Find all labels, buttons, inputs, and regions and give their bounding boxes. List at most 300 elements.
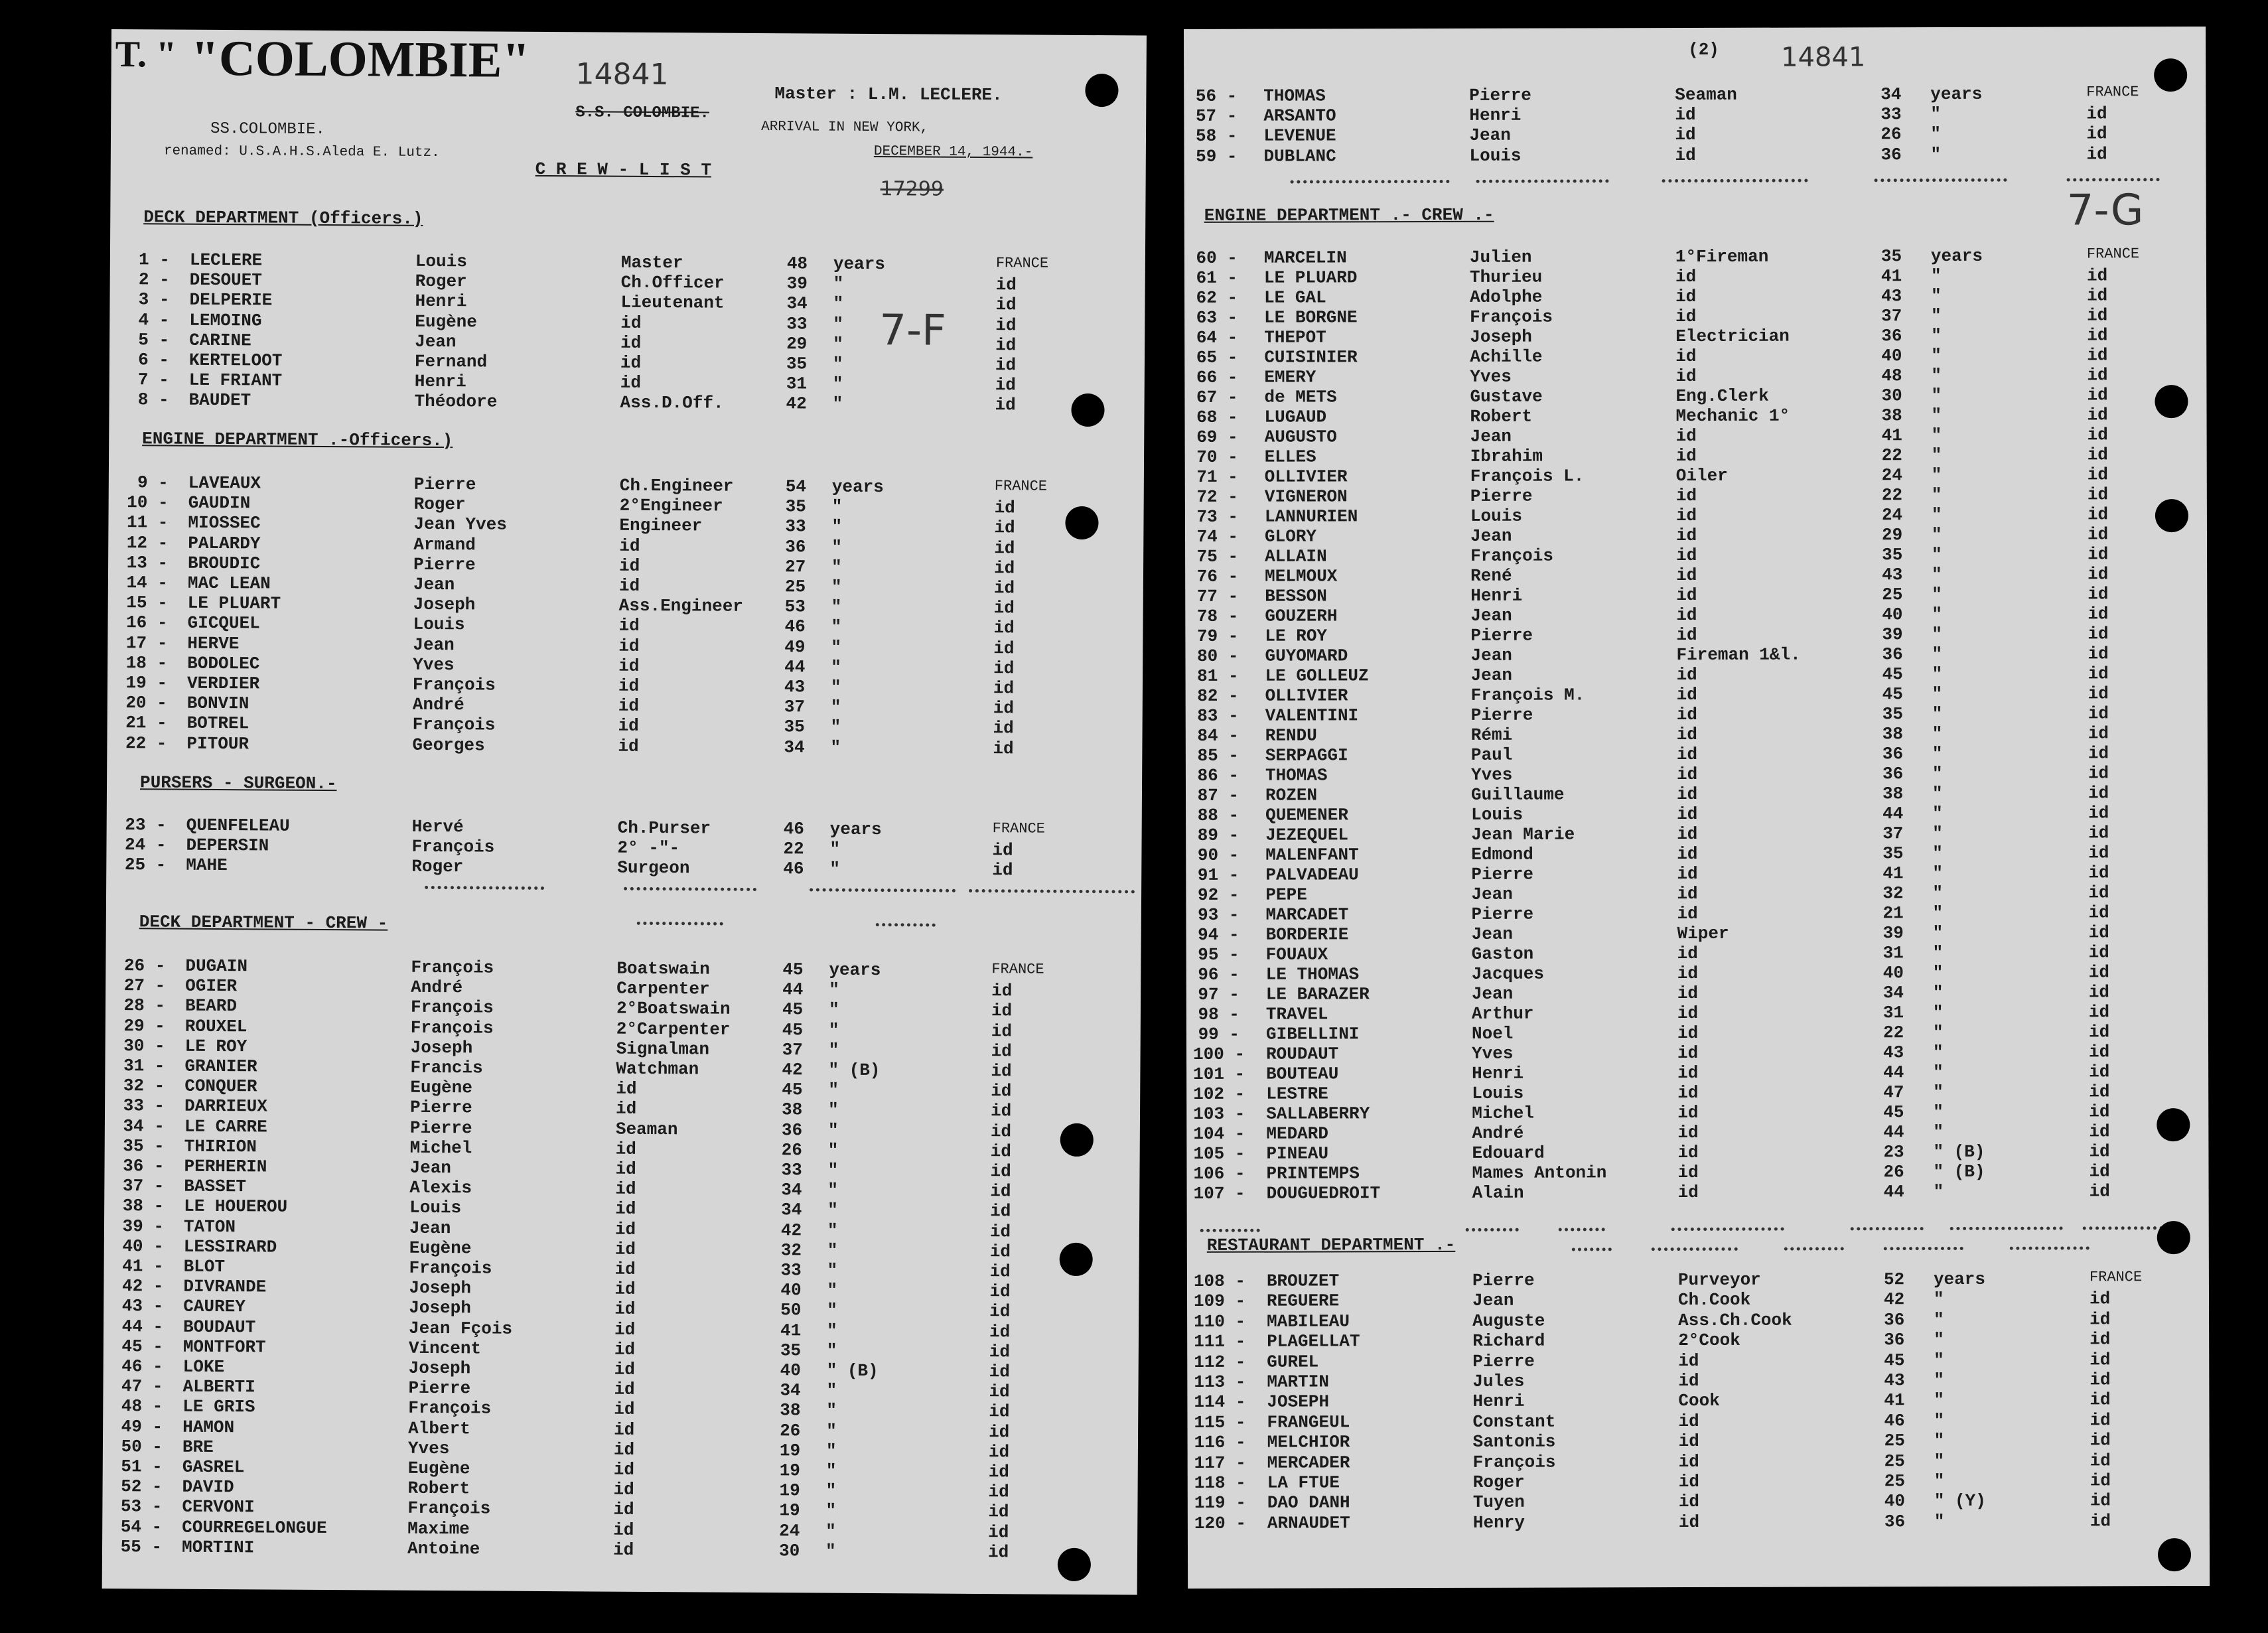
nationality: id: [2089, 1121, 2110, 1142]
punch-hole: [2158, 1538, 2191, 1571]
rank: id: [1677, 1122, 1699, 1143]
crew-list-page-2: [1184, 27, 2210, 1589]
age-unit: ": [1934, 1431, 1945, 1451]
arrival-line-1: ARRIVAL IN NEW YORK,: [761, 119, 929, 136]
crew-number: 109 -: [1193, 1291, 1246, 1312]
age-unit: ": [1934, 1511, 1945, 1531]
nationality: id: [992, 860, 1013, 881]
first-name: Joseph: [413, 594, 476, 615]
rank: Engineer: [619, 516, 703, 536]
first-name: Rémi: [1470, 725, 1513, 745]
nationality: id: [2088, 1002, 2110, 1023]
age: 40: [780, 1280, 802, 1301]
surname: BORDERIE: [1265, 924, 1349, 945]
first-name: Henry: [1472, 1512, 1525, 1533]
age-unit: ": [1933, 1102, 1944, 1123]
age: 34: [1880, 84, 1902, 105]
crew-number: 42 -: [121, 1276, 164, 1297]
nationality: id: [2089, 1082, 2110, 1102]
rank: id: [1677, 943, 1698, 964]
surname: MEDARD: [1266, 1123, 1329, 1144]
separator: [1572, 1247, 1612, 1251]
surname: LE FRIANT: [188, 370, 283, 391]
crew-number: 47 -: [121, 1376, 163, 1397]
age: 34: [1882, 983, 1904, 1003]
crew-number: 46 -: [121, 1356, 163, 1377]
surname: BOUDAUT: [182, 1316, 256, 1337]
age-unit: ": [827, 1220, 838, 1241]
age-unit: ": [833, 314, 844, 334]
crew-number: 112 -: [1194, 1352, 1246, 1372]
surname: MALENFANT: [1265, 845, 1359, 865]
rank: id: [1675, 306, 1697, 327]
crew-number: 1 -: [138, 249, 170, 270]
first-name: Yves: [407, 1438, 450, 1458]
age: 44: [1882, 804, 1904, 824]
rank: id: [612, 1539, 634, 1560]
nationality: id: [990, 1181, 1011, 1202]
rank: 2°Boatswain: [616, 999, 731, 1020]
nationality: id: [2087, 425, 2108, 445]
age: 35: [786, 354, 808, 374]
surname: DOUGUEDROIT: [1266, 1183, 1381, 1204]
nationality: id: [2090, 1450, 2111, 1471]
surname: CONQUER: [184, 1076, 257, 1097]
surname: LE GRIS: [182, 1397, 255, 1417]
crew-number: 27 -: [123, 975, 166, 996]
crew-number: 66 -: [1196, 367, 1238, 388]
age: 34: [780, 1380, 801, 1401]
age: 43: [784, 677, 806, 697]
age-unit: ": [829, 979, 839, 1000]
age-unit: ": [1934, 1451, 1945, 1471]
surname: PLAGELLAT: [1267, 1331, 1360, 1352]
age: 24: [1881, 505, 1903, 526]
surname: LOKE: [182, 1356, 225, 1378]
nationality: id: [2090, 1309, 2111, 1330]
surname: GOUZERH: [1265, 606, 1338, 626]
rank: id: [614, 1259, 636, 1279]
crew-number: 4 -: [138, 309, 170, 330]
rank: id: [618, 555, 640, 576]
nationality: id: [989, 1362, 1010, 1382]
age-unit: " (Y): [1934, 1491, 1986, 1512]
separator: [1884, 1247, 1963, 1250]
rank: Purveyor: [1677, 1269, 1761, 1291]
rank: id: [1675, 425, 1697, 447]
age: 29: [786, 334, 808, 354]
surname: THEPOT: [1264, 327, 1326, 348]
age: 43: [1884, 1370, 1905, 1391]
surname: ALLAIN: [1265, 546, 1327, 567]
first-name: Jean: [1472, 1291, 1514, 1311]
age: 31: [786, 374, 808, 394]
first-name: Armand: [413, 534, 476, 555]
nationality: id: [2090, 1410, 2111, 1431]
age-unit: ": [1931, 405, 1942, 426]
first-name: Georges: [412, 735, 485, 756]
surname: DUBLANC: [1263, 145, 1336, 167]
age-unit: years: [833, 253, 885, 275]
rank: id: [1676, 585, 1697, 606]
first-name: Jean: [1471, 884, 1513, 904]
nationality: id: [2088, 683, 2109, 704]
surname: LE ROY: [1265, 626, 1328, 646]
age: 35: [1880, 246, 1902, 267]
nationality: FRANCE: [994, 478, 1048, 495]
nationality: id: [2086, 265, 2108, 286]
age: 45: [1883, 1102, 1904, 1123]
age-unit: years: [829, 819, 882, 840]
first-name: Pierre: [1470, 486, 1533, 506]
surname: COURREGELONGUE: [182, 1517, 327, 1538]
age-unit: ": [1931, 505, 1942, 526]
rank: Signalman: [616, 1038, 710, 1060]
nationality: id: [991, 981, 1013, 1001]
first-name: Jean: [409, 1157, 452, 1178]
rank: id: [1676, 565, 1697, 586]
nationality: id: [994, 498, 1015, 518]
first-name: Hervé: [411, 816, 464, 837]
first-name: Robert: [407, 1478, 470, 1499]
crew-number: 106 -: [1193, 1163, 1245, 1184]
first-name: François: [411, 957, 494, 978]
age-unit: ": [1931, 346, 1942, 366]
age-unit: ": [1933, 1289, 1944, 1310]
rank: id: [1678, 1370, 1699, 1391]
separator: [1559, 1228, 1605, 1231]
nationality: id: [989, 1341, 1011, 1362]
first-name: Jean Fçois: [408, 1318, 513, 1339]
surname: BOTREL: [186, 713, 249, 734]
rank: id: [619, 535, 640, 556]
rank: id: [1676, 664, 1697, 685]
nationality: id: [991, 1061, 1012, 1082]
first-name: André: [412, 694, 464, 715]
surname: DARRIEUX: [184, 1096, 268, 1117]
nationality: id: [988, 1441, 1010, 1462]
crew-number: 18 -: [125, 652, 168, 674]
first-name: François: [407, 1498, 491, 1519]
age-unit: ": [1932, 983, 1944, 1003]
crew-number: 20 -: [125, 693, 167, 713]
age-unit: ": [833, 273, 844, 294]
age: 42: [786, 393, 807, 414]
age-unit: ": [1932, 724, 1943, 745]
first-name: François: [411, 836, 495, 857]
age: 26: [1880, 124, 1902, 145]
rank: id: [1675, 286, 1697, 307]
crew-number: 101 -: [1193, 1064, 1245, 1084]
rank: Eng.Clerk: [1675, 386, 1769, 407]
crew-number: 60 -: [1196, 248, 1238, 268]
surname: JEZEQUEL: [1265, 825, 1349, 845]
age-unit: ": [1932, 883, 1944, 904]
age-unit: ": [826, 1320, 837, 1341]
first-name: Joseph: [410, 1037, 473, 1058]
rank: id: [1677, 983, 1699, 1004]
surname: LAVEAUX: [188, 472, 261, 494]
file-number: 14841: [1781, 42, 1866, 73]
nationality: FRANCE: [2086, 84, 2139, 101]
crew-number: 61 -: [1196, 267, 1238, 288]
surname: QUENFELEAU: [186, 815, 290, 836]
age: 24: [779, 1520, 800, 1541]
corner-mark: T. ": [115, 34, 177, 76]
rank: id: [1678, 1471, 1699, 1492]
crew-number: 81 -: [1197, 666, 1239, 686]
age-unit: ": [1932, 804, 1943, 824]
age: 43: [1881, 286, 1902, 307]
first-name: Constant: [1472, 1411, 1556, 1432]
nationality: id: [2088, 544, 2109, 565]
crew-number: 53 -: [120, 1496, 163, 1517]
first-name: Roger: [411, 857, 464, 877]
rank: 2°Carpenter: [616, 1019, 731, 1040]
crew-number: 105 -: [1193, 1143, 1245, 1164]
surname: LE PLUARD: [1263, 267, 1358, 288]
nationality: id: [2088, 922, 2109, 943]
crew-number: 69 -: [1196, 427, 1238, 447]
age: 46: [1884, 1410, 1905, 1431]
punch-hole: [2155, 499, 2188, 532]
surname: PERHERIN: [184, 1156, 267, 1177]
age-unit: ": [827, 1200, 838, 1221]
crew-number: 67 -: [1196, 387, 1238, 407]
rank: id: [613, 1520, 634, 1540]
age: 35: [780, 1340, 802, 1361]
first-name: Roger: [413, 494, 466, 515]
surname: BODOLEC: [187, 653, 260, 674]
crew-number: 120 -: [1194, 1513, 1246, 1533]
surname: REGUERE: [1266, 1291, 1340, 1312]
rank: id: [616, 1078, 637, 1100]
rank: Master: [620, 252, 683, 273]
separator: [810, 888, 956, 892]
age-unit: ": [825, 1441, 837, 1461]
nationality: id: [2088, 902, 2109, 923]
age-unit: ": [1931, 366, 1942, 386]
nationality: id: [989, 1321, 1011, 1342]
first-name: Roger: [1472, 1472, 1525, 1492]
surname: LE GAL: [1264, 287, 1326, 308]
handwritten-code: 7-G: [2066, 186, 2144, 236]
nationality: id: [995, 334, 1017, 356]
age-unit: ": [1932, 963, 1944, 983]
surname: MARCELIN: [1263, 248, 1347, 268]
nationality: id: [2089, 1141, 2110, 1162]
age: 33: [780, 1260, 802, 1281]
rank: id: [1677, 1182, 1699, 1203]
first-name: Gaston: [1471, 944, 1534, 964]
rank: Ch.Engineer: [619, 475, 734, 496]
first-name: Louis: [1472, 1083, 1524, 1103]
nationality: id: [995, 275, 1017, 295]
age: 35: [784, 717, 805, 737]
rank: id: [1678, 1350, 1699, 1371]
surname: THIRION: [184, 1136, 257, 1157]
crew-number: 116 -: [1194, 1432, 1246, 1453]
nationality: id: [2090, 1349, 2111, 1370]
crew-number: 26 -: [123, 956, 166, 976]
age-unit: ": [1934, 1390, 1945, 1411]
surname: GLORY: [1264, 526, 1317, 547]
age-unit: ": [1932, 764, 1943, 784]
age-unit: ": [1933, 1062, 1944, 1083]
nationality: id: [990, 1101, 1012, 1121]
first-name: Jean: [409, 1218, 451, 1238]
age: 47: [1883, 1082, 1904, 1103]
age: 43: [1882, 565, 1903, 585]
surname: LUGAUD: [1264, 407, 1327, 427]
first-name: Eugène: [407, 1458, 470, 1479]
first-name: Julien: [1469, 247, 1532, 267]
surname: LEMOING: [189, 310, 262, 330]
rank: id: [1677, 1023, 1699, 1044]
crew-number: 24 -: [124, 835, 167, 855]
age-unit: ": [1934, 1410, 1945, 1431]
crew-number: 34 -: [123, 1115, 165, 1137]
first-name: André: [1472, 1123, 1524, 1143]
nationality: id: [989, 1382, 1010, 1402]
crew-number: 54 -: [120, 1516, 163, 1537]
surname: VALENTINI: [1265, 705, 1359, 726]
crew-number: 52 -: [121, 1476, 163, 1497]
rank: id: [1676, 624, 1697, 646]
crew-number: 64 -: [1196, 327, 1238, 348]
nationality: id: [2089, 1101, 2110, 1122]
age: 26: [781, 1139, 803, 1161]
rank: Ch.Cook: [1677, 1290, 1751, 1311]
rank: 2° -"-: [617, 837, 680, 859]
surname: HAMON: [182, 1417, 235, 1437]
first-name: Robert: [1470, 406, 1533, 427]
nationality: id: [2086, 104, 2107, 124]
crew-list-title: C R E W - L I S T: [535, 159, 712, 180]
nationality: id: [2088, 703, 2109, 724]
nationality: id: [991, 1021, 1013, 1041]
first-name: Edmond: [1471, 844, 1533, 865]
age: 38: [780, 1400, 801, 1421]
age-unit: " (B): [1933, 1141, 1985, 1163]
surname: RENDU: [1265, 725, 1317, 746]
surname: PITOUR: [186, 733, 249, 754]
punch-hole: [2154, 58, 2187, 92]
rank: Ch.Purser: [617, 817, 711, 839]
crew-number: 114 -: [1194, 1392, 1246, 1413]
first-name: François L.: [1470, 466, 1585, 486]
rank: id: [1676, 784, 1698, 805]
first-name: Santonis: [1472, 1431, 1556, 1453]
crew-number: 33 -: [123, 1096, 165, 1116]
age: 42: [782, 1060, 803, 1080]
first-name: Louis: [409, 1198, 462, 1218]
punch-hole: [1085, 74, 1118, 107]
age-unit: ": [1931, 425, 1942, 446]
age: 44: [1883, 1062, 1904, 1083]
surname: ROZEN: [1265, 785, 1318, 806]
crew-number: 80 -: [1197, 646, 1239, 666]
surname: MARTIN: [1267, 1372, 1330, 1392]
age: 38: [781, 1100, 803, 1120]
age-unit: ": [831, 496, 843, 517]
rank: id: [620, 372, 642, 393]
age: 36: [1884, 1511, 1906, 1532]
first-name: Pierre: [1472, 1270, 1535, 1291]
age: 36: [1882, 744, 1904, 764]
rank: id: [1677, 1102, 1699, 1123]
crew-number: 5 -: [138, 330, 170, 350]
surname: OLLIVIER: [1265, 685, 1348, 706]
crew-number: 25 -: [124, 855, 167, 875]
age-unit: ": [1932, 664, 1943, 685]
nationality: FRANCE: [992, 820, 1045, 837]
age: 41: [1884, 1390, 1905, 1411]
crew-number: 43 -: [121, 1296, 164, 1316]
crew-number: 82 -: [1197, 685, 1239, 706]
rank: Mechanic 1°: [1675, 405, 1790, 427]
rank: Boatswain: [616, 958, 710, 979]
surname: ARNAUDET: [1267, 1513, 1350, 1533]
age-unit: ": [828, 1040, 839, 1060]
surname: PALARDY: [188, 533, 261, 553]
age-unit: ": [1932, 684, 1943, 705]
age: 26: [1883, 1162, 1904, 1182]
surname: LE GOLLEUZ: [1265, 666, 1369, 686]
rank: id: [1676, 545, 1697, 566]
rank: id: [1677, 804, 1698, 825]
crew-number: 2 -: [138, 269, 170, 290]
first-name: François: [408, 1398, 492, 1419]
surname: PINEAU: [1266, 1143, 1329, 1164]
nationality: id: [990, 1201, 1011, 1222]
rank: id: [1676, 604, 1697, 626]
stamp-number: 17299: [880, 177, 944, 201]
punch-hole: [1071, 393, 1104, 427]
nationality: id: [994, 537, 1015, 558]
rank: id: [613, 1500, 634, 1520]
nationality: id: [2087, 345, 2108, 366]
nationality: id: [993, 718, 1014, 739]
surname: GUYOMARD: [1265, 646, 1348, 666]
crew-number: 14 -: [126, 573, 168, 593]
nationality: id: [990, 1161, 1011, 1182]
rank: id: [1677, 1062, 1699, 1084]
surname: DAO DANH: [1267, 1492, 1350, 1514]
surname: GIBELLINI: [1265, 1024, 1360, 1044]
age-unit: ": [1932, 604, 1942, 625]
nationality: id: [993, 638, 1015, 658]
surname: FOUAUX: [1265, 944, 1328, 965]
age: 52: [1883, 1269, 1905, 1290]
age: 36: [1882, 644, 1903, 665]
handwritten-code: 7-F: [879, 306, 947, 356]
crew-number: 78 -: [1196, 606, 1239, 626]
first-name: Jean: [1470, 526, 1512, 546]
crew-number: 104 -: [1193, 1123, 1245, 1144]
surname: LECLERE: [189, 249, 263, 271]
first-name: Louis: [1470, 506, 1522, 526]
nationality: id: [2088, 624, 2109, 644]
rank: id: [614, 1379, 635, 1400]
section-title: PURSERS - SURGEON.-: [139, 772, 337, 794]
first-name: François: [1470, 307, 1553, 327]
surname: MELCHIOR: [1267, 1432, 1350, 1453]
first-name: Richard: [1472, 1330, 1545, 1352]
age: 45: [782, 1080, 803, 1100]
separator: [1291, 180, 1450, 184]
first-name: Fernand: [414, 351, 488, 372]
